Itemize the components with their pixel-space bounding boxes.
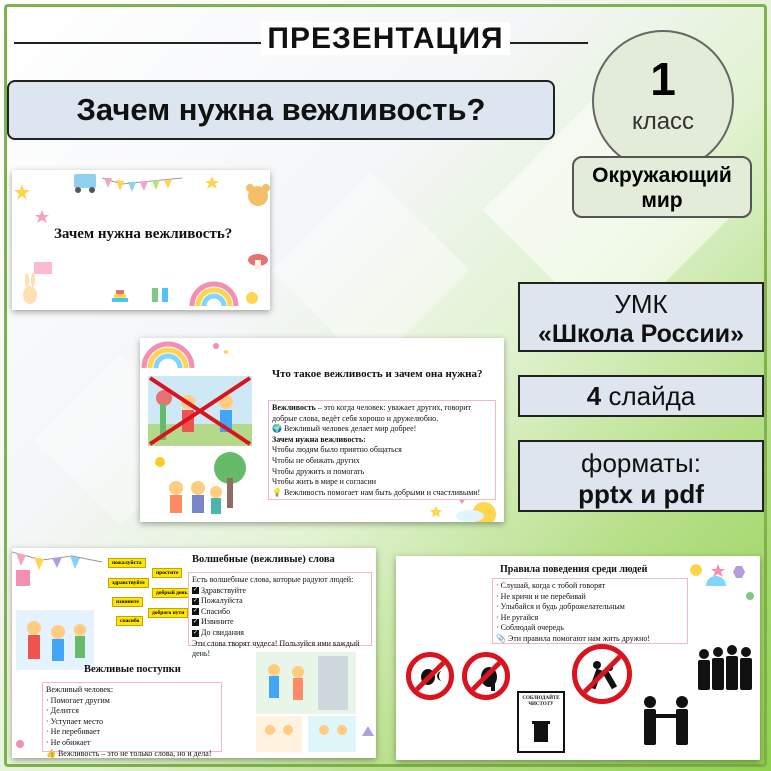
magic-word-item — [192, 596, 368, 607]
clean-sign-text: СОБЛЮДАЙТЕ ЧИСТОТУ — [522, 696, 560, 707]
deed-item: · Не обижает — [46, 737, 91, 747]
title-box — [7, 80, 555, 140]
deed-item: · Делится — [46, 706, 79, 716]
slide-1-preview — [12, 170, 270, 310]
slide-2-reason: Чтобы жить в мире и согласии — [272, 477, 377, 487]
rule-text: Улыбайся и будь доброжелательным — [500, 602, 625, 612]
checkbox-icon: ✓ — [192, 597, 199, 604]
deed-text: Делится — [50, 706, 79, 716]
slide-3-subtitle: Вежливые поступки — [84, 664, 181, 675]
slide-4-closing — [496, 634, 684, 645]
umk-box — [518, 282, 764, 352]
rule-item: · Не ругайся — [496, 612, 539, 622]
formats-line2: pptx и pdf — [578, 479, 704, 509]
grade-label: класс — [631, 108, 695, 135]
slide-3-preview — [12, 548, 376, 758]
rule-text: Не ругайся — [500, 612, 539, 622]
grade-badge — [592, 30, 734, 172]
checkbox-icon: ✓ — [192, 608, 199, 615]
slide-2-why-heading: Зачем нужна вежливость: — [272, 434, 366, 444]
slide-2-def-term: Вежливость — [272, 403, 316, 412]
subject-line1: Окружающий — [592, 164, 732, 187]
magic-word-text: До свидания — [201, 627, 244, 637]
deed-item: · Не перебивает — [46, 727, 101, 737]
slide-3-title: Волшебные (вежливые) слова — [192, 554, 335, 565]
no-talking-sign-icon — [462, 652, 510, 700]
magic-word-text: Извините — [201, 617, 234, 627]
checkbox-icon: ✓ — [192, 619, 199, 626]
deed-text: Не обижает — [50, 737, 91, 747]
slide-2-world-line — [272, 424, 492, 435]
deed-item: · Помогает другим — [46, 695, 110, 705]
paperclip-icon: 📎 — [496, 633, 506, 643]
deed-text: Уступает место — [50, 716, 103, 726]
slide-2-textbox — [268, 400, 496, 500]
deed-text: Помогает другим — [50, 695, 110, 705]
formats-line1: форматы: — [581, 448, 701, 478]
magic-word-tag: простите — [152, 568, 182, 578]
umk-line1: УМК — [614, 289, 668, 319]
rule-item: · Соблюдай очередь — [496, 623, 564, 633]
magic-word-item — [192, 607, 368, 618]
checkbox-icon: ✓ — [192, 629, 199, 636]
slide-4-title: Правила поведения среди людей — [500, 564, 648, 575]
magic-word-tag: извините — [112, 597, 143, 607]
magic-word-tag: пожалуйста — [108, 558, 146, 568]
magic-word-item — [192, 586, 368, 597]
slide-3-deeds-closing — [46, 749, 218, 758]
magic-word-tag: добрый день — [152, 588, 191, 598]
page-title: Зачем нужна вежливость? — [76, 92, 486, 127]
magic-word-tag: здравствуйте — [108, 578, 149, 588]
thumbs-up-icon: 👍 — [46, 748, 56, 758]
slide-2-def-rest: – это когда человек: уважает других, говорит добрые слова, ведёт себя хорошо и дружелюбно. — [272, 403, 471, 423]
slide-2-world-text: Вежливый человек делает мир добрее! — [283, 424, 417, 434]
slide-2-reason: Чтобы не обижать других — [272, 455, 360, 465]
deed-item: · Уступает место — [46, 716, 103, 726]
lightbulb-icon: 💡 — [272, 487, 282, 497]
header-label: ПРЕЗЕНТАЦИЯ — [261, 22, 509, 55]
rule-text: Соблюдай очередь — [500, 623, 564, 633]
slides-count-box — [518, 375, 764, 417]
slides-count-word: слайда — [608, 381, 696, 411]
subject-line2: мир — [641, 189, 683, 212]
rule-text: Слушай, когда с тобой говорят — [500, 581, 606, 590]
deed-text: Не перебивает — [50, 727, 101, 737]
slide-2-reason: Чтобы дружить и помогать — [272, 466, 365, 476]
magic-word-text: Спасибо — [201, 606, 231, 616]
slide-4-rules-box — [492, 578, 688, 644]
rule-item: · Не кричи и не перебивай — [496, 591, 586, 601]
magic-word-tag: спасибо — [116, 616, 143, 626]
slide-3-deeds-closing-text: Вежливость – это не только слова, но и дела! — [57, 748, 212, 758]
formats-box — [518, 440, 764, 512]
slide-3-deeds-heading: Вежливый человек: — [46, 685, 114, 694]
rule-item: · Слушай, когда с тобой говорят — [496, 581, 606, 590]
slide-2-closing-text: Вежливость помогает нам быть добрыми и счастливыми! — [283, 487, 481, 497]
no-shouting-sign-icon — [406, 652, 454, 700]
slide-4-closing-text: Эти правила помогают нам жить дружно! — [507, 633, 651, 643]
magic-word-tag: доброго пути — [148, 608, 188, 618]
slide-3-closing: Эти слова творят чудеса! Пользуйся ими каждый день! — [192, 638, 360, 659]
grade-number: 1 — [650, 53, 676, 105]
slide-3-intro: Есть волшебные слова, которые радуют людей: — [192, 575, 354, 584]
slide-2-preview — [140, 338, 504, 522]
slide-2-title: Что такое вежливость и зачем она нужна? — [272, 368, 483, 380]
umk-line2: «Школа России» — [537, 320, 745, 348]
slide-2-closing — [272, 488, 492, 499]
subject-badge — [572, 156, 752, 218]
checkbox-icon: ✓ — [192, 587, 199, 594]
magic-word-item — [192, 628, 368, 639]
slide-4-preview — [396, 556, 760, 760]
slide-2-reason: Чтобы людям было приятно общаться — [272, 445, 402, 455]
slides-count-number: 4 — [586, 381, 602, 411]
magic-word-text: Пожалуйста — [201, 596, 243, 606]
slide-2-definition — [272, 403, 492, 424]
magic-word-text: Здравствуйте — [201, 585, 247, 595]
slide-1-title: Зачем нужна вежливость? — [54, 226, 233, 242]
header-line-right — [508, 42, 588, 44]
globe-icon: 🌍 — [272, 424, 282, 434]
magic-word-item — [192, 617, 368, 628]
header-line-left — [14, 42, 264, 44]
slide-3-deeds-box — [42, 682, 222, 758]
rule-text: Не кричи и не перебивай — [500, 591, 586, 601]
slide-3-words-box — [188, 572, 372, 659]
rule-item: · Улыбайся и будь доброжелательным — [496, 602, 625, 612]
no-pushing-sign-icon — [572, 644, 632, 704]
